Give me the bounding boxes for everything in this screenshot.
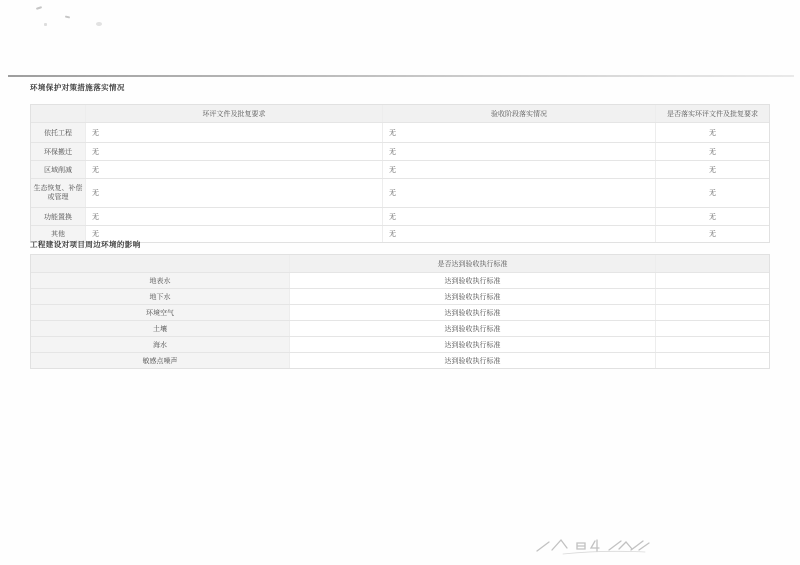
empty-cell [656,353,769,368]
requirement-cell: 无 [86,123,383,142]
row-label: 依托工程 [31,123,86,142]
table-row [31,304,769,320]
table-row [31,122,769,142]
row-label: 土壤 [31,321,290,336]
table-row [31,352,769,368]
table-row [31,142,769,160]
impact-table [30,254,770,369]
acceptance-cell: 无 [383,179,656,207]
impact-header-empty-right [656,255,769,272]
row-label: 海水 [31,337,290,352]
scan-speck [44,23,47,26]
empty-cell [656,337,769,352]
requirement-cell: 无 [86,208,383,225]
standard-cell: 达到验收执行标准 [290,353,656,368]
requirement-cell: 无 [86,143,383,160]
measures-header-fulfilled: 是否落实环评文件及批复要求 [656,105,769,122]
fulfilled-cell: 无 [709,166,716,174]
measures-header-requirement: 环评文件及批复要求 [86,105,383,122]
acceptance-cell: 无 [383,208,656,225]
measures-header-row [31,105,769,122]
table-row [31,272,769,288]
empty-cell [656,273,769,288]
section-title-measures: 环境保护对策措施落实情况 [30,83,125,92]
standard-cell: 达到验收执行标准 [290,321,656,336]
row-label: 环保搬迁 [31,143,86,160]
table-row [31,207,769,225]
standard-cell: 达到验收执行标准 [290,337,656,352]
measures-table [30,104,770,243]
empty-cell [656,289,769,304]
row-label: 地下水 [31,289,290,304]
table-row [31,320,769,336]
scan-speck [65,16,70,19]
page-fold-line [8,75,794,77]
fulfilled-cell: 无 [709,213,716,221]
fulfilled-cell: 无 [709,190,716,197]
row-label: 敏感点噪声 [31,353,290,368]
standard-cell: 达到验收执行标准 [290,289,656,304]
acceptance-cell: 无 [383,143,656,160]
requirement-cell: 无 [86,161,383,178]
requirement-cell: 无 [86,226,383,242]
acceptance-cell: 无 [383,123,656,142]
row-label: 区域削减 [31,161,86,178]
measures-header-acceptance: 验收阶段落实情况 [383,105,656,122]
fulfilled-cell: 无 [709,231,716,238]
standard-cell: 达到验收执行标准 [290,273,656,288]
empty-cell [656,305,769,320]
acceptance-cell: 无 [383,226,656,242]
fulfilled-cell: 无 [709,129,716,137]
scan-speck [36,6,42,10]
table-row [31,225,769,242]
table-row [31,178,769,207]
row-label: 其他 [31,226,86,242]
table-row [31,288,769,304]
table-row [31,336,769,352]
row-label: 地表水 [31,273,290,288]
scan-speck [96,22,102,26]
acceptance-cell: 无 [383,161,656,178]
measures-header-empty [31,105,86,122]
impact-header-empty [31,255,290,272]
empty-cell [656,321,769,336]
row-label: 生态恢复、补偿或管理 [31,179,86,207]
handwritten-signature-scribble [533,534,663,560]
fulfilled-cell: 无 [709,148,716,156]
impact-header-standard: 是否达到验收执行标准 [290,255,656,272]
standard-cell: 达到验收执行标准 [290,305,656,320]
table-row [31,160,769,178]
row-label: 功能置换 [31,208,86,225]
row-label: 环境空气 [31,305,290,320]
section-title-impact: 工程建设对项目周边环境的影响 [30,240,141,249]
impact-header-row [31,255,769,272]
requirement-cell: 无 [86,179,383,207]
